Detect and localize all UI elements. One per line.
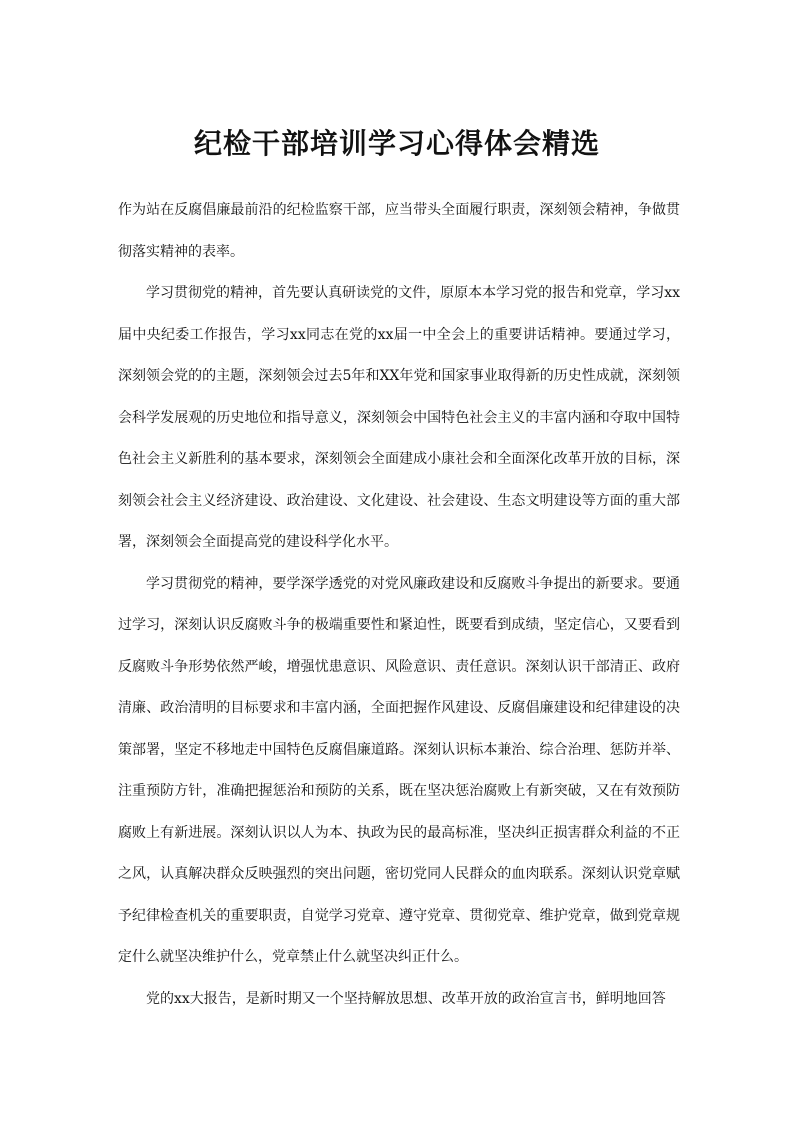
- paragraph-report: 党的xx大报告，是新时期又一个坚持解放思想、改革开放的政治宣言书，鲜明地回答: [146, 990, 666, 1007]
- paragraph-anti-corruption: 学习贯彻党的精神，要学深学透党的对党风廉政建设和反腐败斗争提出的新要求。要通过学习，深刻认识反腐败斗争的极端重要性和紧迫性，既要看到成绩，坚定信心，又要看到反腐败斗争形势依然严峻，增强忧患意识、风险意识、责任意识。深刻认识干部清正、政府清廉、政治清明的目标要求和丰富内涵，全面把握作风建设、反腐倡廉建设和纪律建设的决策部署，坚定不移地走中国特色反腐倡廉道路。深刻认识标本兼治、综合治理、惩防并举、注重预防方针，准确把握惩治和预防的关系，既在坚决惩治腐败上有新突破，又在有效预防腐败上有新进展。深刻认识以人为本、执政为民的最高标准，坚决纠正损害群众利益的不正之风，认真解决群众反映强烈的突出问题，密切党同人民群众的血肉联系。深刻认识党章赋予纪律检查机关的重要职责，自觉学习党章、遵守党章、贯彻党章、维护党章，做到党章规定什么就坚决维护什么，党章禁止什么就坚决纠正什么。: [118, 575, 680, 965]
- document-title: 纪检干部培训学习心得体会精选: [193, 127, 600, 160]
- paragraph-intro: 作为站在反腐倡廉最前沿的纪检监察干部，应当带头全面履行职责，深刻领会精神，争做贯彻落实精神的表率。: [118, 202, 680, 260]
- document-body: [118, 190, 680, 1020]
- paragraph-study-documents: 学习贯彻党的精神，首先要认真研读党的文件，原原本本学习党的报告和党章，学习xx届中央纪委工作报告，学习xx同志在党的xx届一中全会上的重要讲话精神。要通过学习，深刻领会党的的主题，深刻领会过去5年和XX年党和国家事业取得新的历史性成就，深刻领会科学发展观的历史地位和指导意义，深刻领会中国特色社会主义的丰富内涵和夺取中国特色社会主义新胜利的基本要求，深刻领会全面建成小康社会和全面深化改革开放的目标，深刻领会社会主义经济建设、政治建设、文化建设、社会建设、生态文明建设等方面的重大部署，深刻领会全面提高党的建设科学化水平。: [118, 285, 680, 550]
